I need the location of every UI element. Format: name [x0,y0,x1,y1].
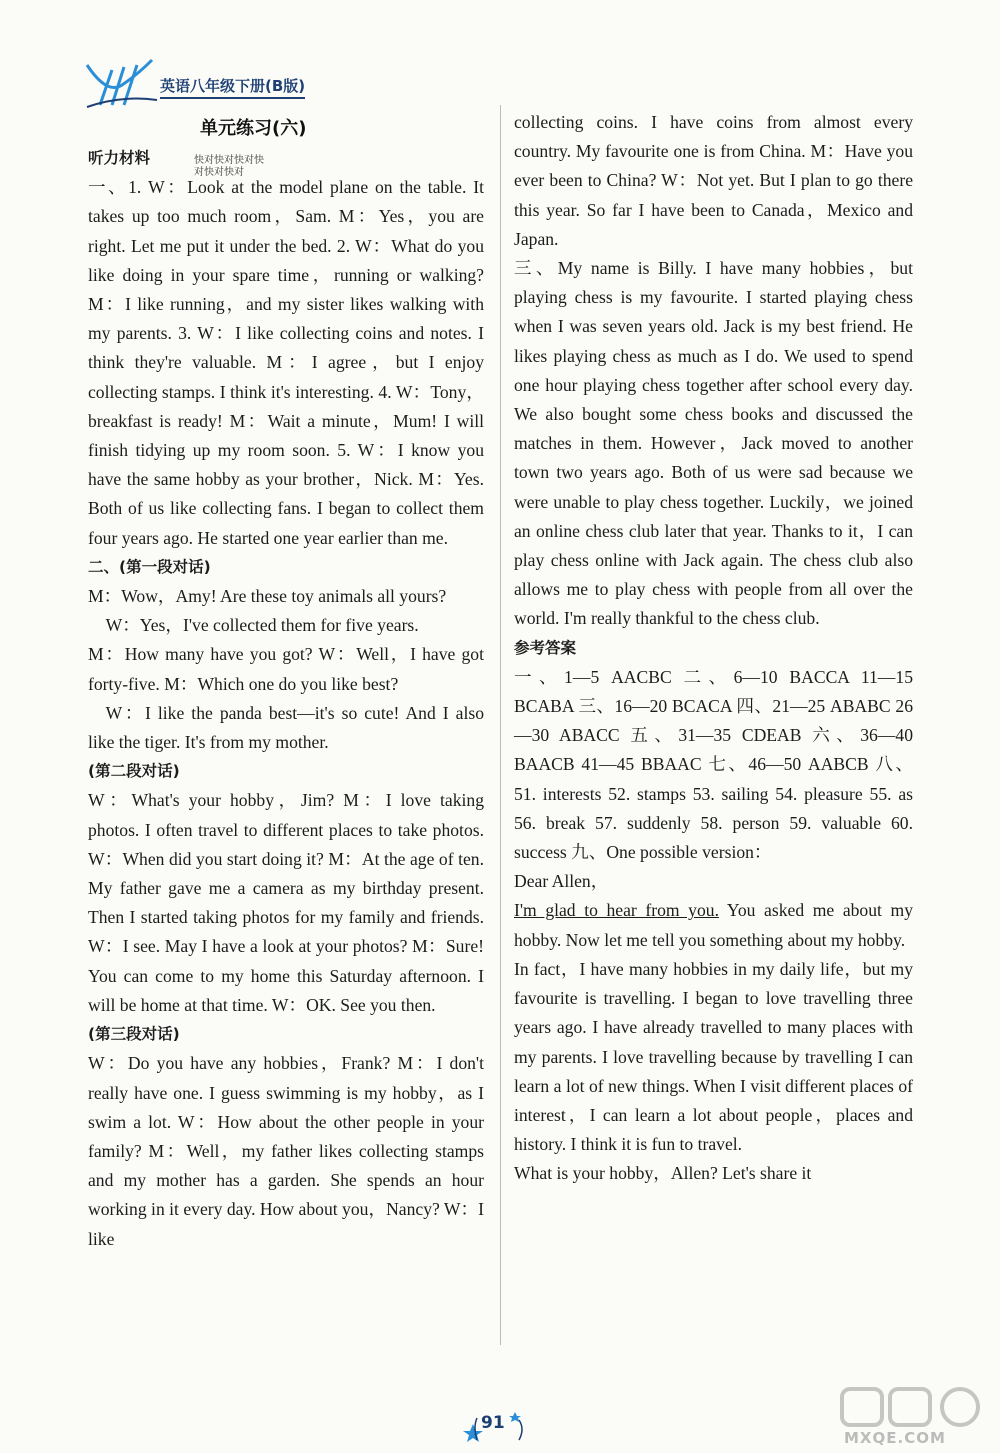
letter-paragraph-1-rest: You asked me about my hobby. Now let me tell you something about my hobby. [514,900,913,950]
letter-paragraph-1 [514,896,913,954]
book-logo-icon [82,55,172,110]
page-number [463,1410,533,1444]
answers-text: 一、1—5 AACBC 二、6—10 BACCA 11—15 BCABA 三、16—20 BCACA 四、21—25 ABABC 26—30 ABACC 五、31—35 CDEAB 六、36—40 BAACB 41—45 BBAAC 七、46—50 AABCB 八、51. interests 52. stamps 53. sailing 54. pleasure 55. as 56. break 57. suddenly 58. person 59. valuable 60. success 九、One possible version： [514,666,913,863]
dialogue-2-text: W：What's your hobby，Jim? M：I love taking photos. I often travel to different places to take photos. W：When did you start doing it? M：At the age of ten. My father gave me a camera as my birthday present. Then I started taking photos for my family and friends. W：I see. May I have a look at your photos? M：Sure! You can come to my home this Saturday afternoon. I will be home at that time. W：OK. See you then. [88,790,484,1015]
dialogue-1-line-3: M：How many have you got? W：Well，I have got forty-five. M：Which one do you like best? [88,644,484,694]
stamp-note: 快对快对快对快对快对快对 [194,155,264,178]
dialogue-3-text: W：Do you have any hobbies，Frank? M：I don't really have one. I guess swimming is my hobby，as I swim a lot. W：How about the other people in your family? M：Well，my father likes collecting stamps and my mother has a garden. She spends an hour working in it every day. How about you，Nancy? W：I like [88,1053,484,1249]
watermark-logo-icon [838,1385,988,1430]
unit-title: 单元练习(六) [200,118,307,139]
book-header [82,55,372,115]
letter-salutation: Dear Allen， [514,871,609,892]
letter-paragraph-3: What is your hobby，Allen? Let's share it [514,1163,812,1184]
page-number-text: 91 [481,1413,505,1433]
answers-heading: 参考答案 [514,638,577,657]
dialogue-1-line-1: M：Wow，Amy! Are these toy animals all yours? [88,586,447,607]
section-2-heading: 二、(第一段对话) [88,557,211,576]
book-title: 英语八年级下册(B版) [160,75,305,99]
dialogue-1-line-4: W：I like the panda best—it's so cute! And I also like the tiger. It's from my mother. [88,702,484,753]
dialogue-1-line-2: W：Yes，I've collected them for five years. [105,615,419,636]
section-3-text: 三、My name is Billy. I have many hobbies，but playing chess is my favourite. I started playing chess when I was seven years old. Jack is my best friend. He likes playing chess as much as I do. We used to spend one hour playing chess together after school every day. We also bought some chess books and discussed the matches in them. However，Jack moved to another town two years ago. Both of us were sad because we were unable to play chess together. Luckily，we joined an online chess club later that year. Thanks to it，I can play chess online with Jack again. The chess club also allows me to play chess with people from all over the world. I'm really thankful to the chess club. [514,258,913,629]
right-column [514,108,913,1189]
column-divider [500,105,501,1345]
watermark-url: MXQE.COM [844,1429,946,1447]
left-column [88,144,484,1254]
dialogue-3-heading: (第三段对话) [88,1025,180,1044]
letter-paragraph-2: In fact，I have many hobbies in my daily life，but my favourite is travelling. I began to love travelling three years ago. I have already travelled to many places with my parents. I love travelling because by travelling I can learn a lot of new things. When I visit different places of interest，I can learn a lot about people，places and history. I think it is fun to travel. [514,958,913,1155]
watermark [838,1385,988,1445]
section-1-text: 一、1. W：Look at the model plane on the table. It takes up too much room，Sam. M：Yes，you are right. Let me put it under the bed. 2. W：What do you like doing in your spare time，running or walking? M：I like running，and my sister likes walking with my parents. 3. W：I like collecting coins and notes. I think they're valuable. M：I agree，but I enjoy collecting stamps. I think it's interesting. 4. W：Tony，breakfast is ready! M：Wait a minute，Mum! I will finish tidying up my room soon. 5. W：I know you have the same hobby as your brother，Nick. M：Yes. Both of us like collecting fans. I began to collect them four years ago. He started one year earlier than me. [88,177,484,548]
listening-heading: 听力材料 [88,149,151,167]
dialogue-3-continued: collecting coins. I have coins from almost every country. My favourite one is from China. M：Have you ever been to China? W：Not yet. But I plan to go there this year. So far I have been to Canada，Mexico and Japan. [514,112,913,249]
dialogue-2-heading: (第二段对话) [88,762,180,781]
letter-opening: I'm glad to hear from you. [514,900,719,921]
